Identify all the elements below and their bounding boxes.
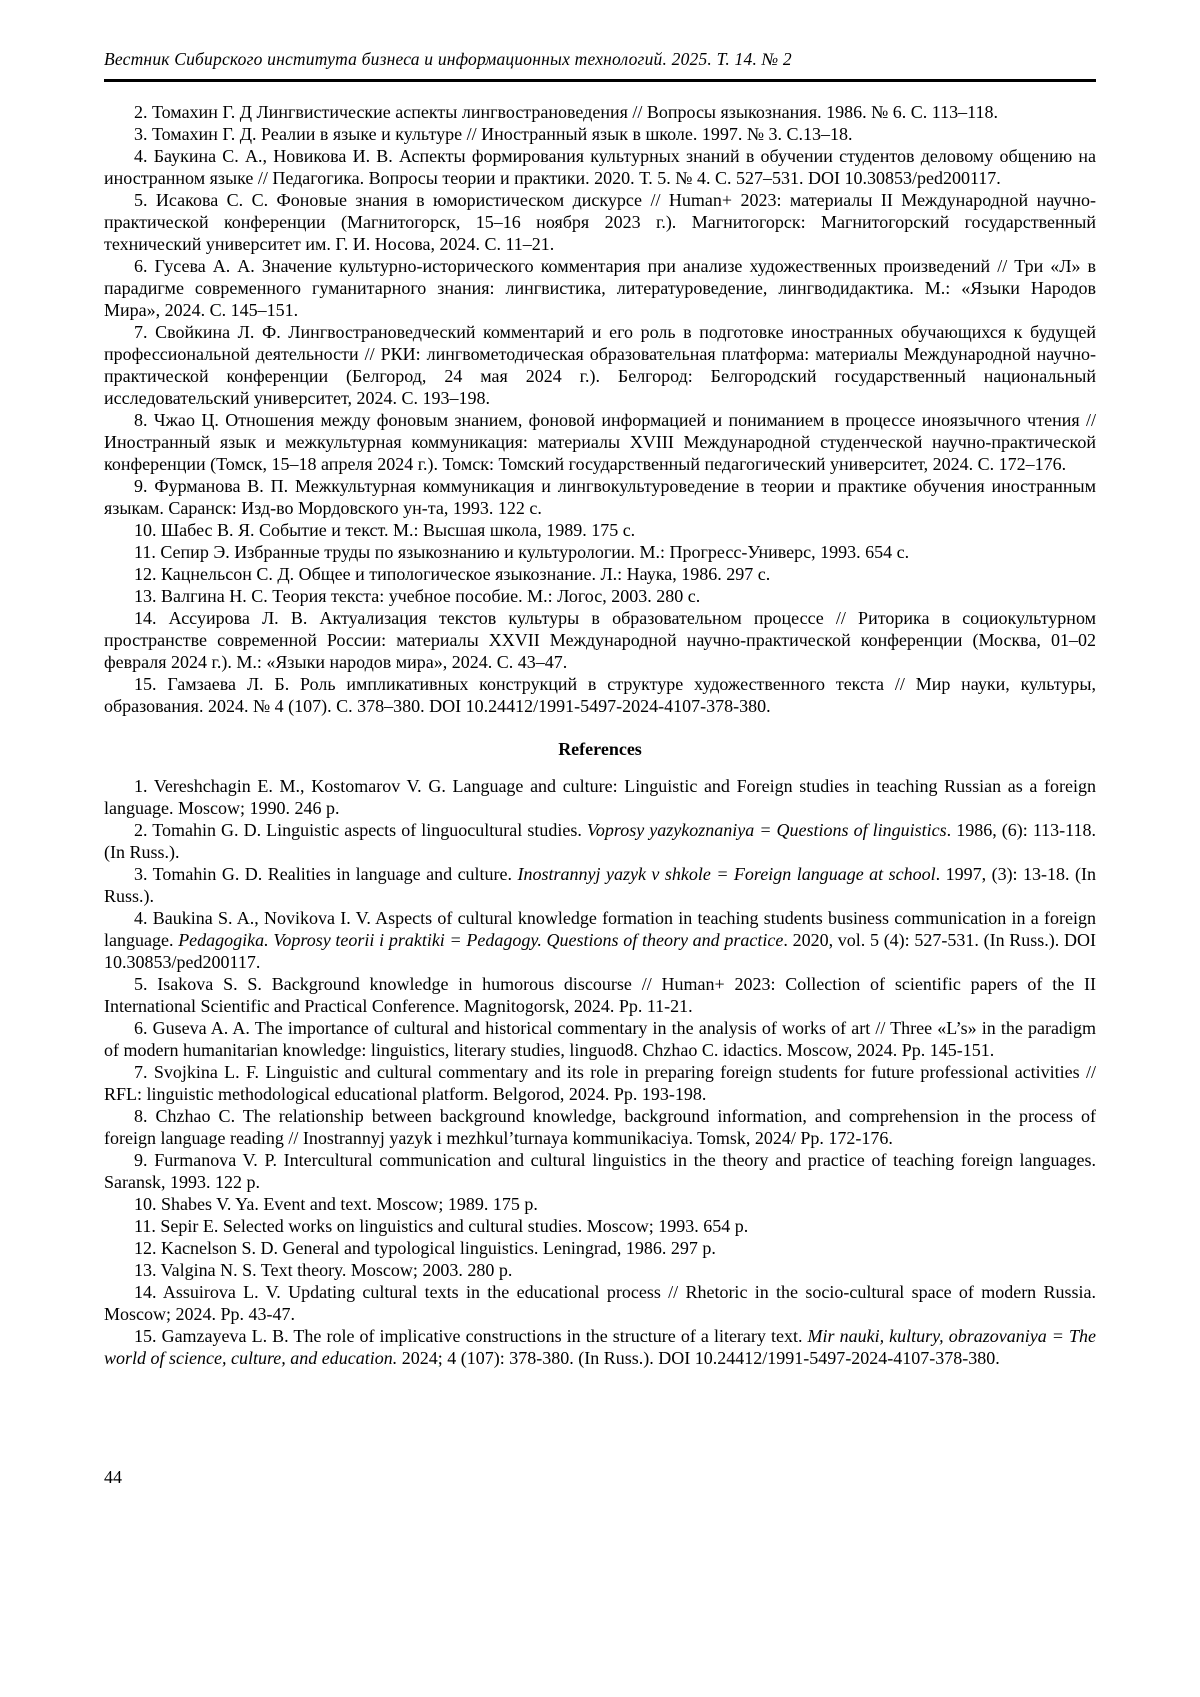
reference-item	[104, 973, 1096, 1017]
reference-text-segment: 8. Чжао Ц. Отношения между фоновым знанием, фоновой информацией и пониманием в процессе иноязычного чтения // Иностранный язык и межкультурная коммуникация: материалы XVIII Международной студенческой научно-практической конференции (Томск, 15–18 апреля 2024 г.). Томск: Томский государственный педагогический университет, 2024. С. 172–176.	[104, 410, 1096, 474]
reference-italic-segment: Inostrannyj yazyk v shkole = Foreign language at school	[517, 864, 936, 884]
references-content	[104, 101, 1096, 1369]
reference-item	[104, 123, 1096, 145]
reference-item	[104, 1149, 1096, 1193]
reference-italic-segment: Voprosy yazykoznaniya = Questions of linguistics	[586, 820, 947, 840]
reference-item	[104, 409, 1096, 475]
header-rule	[104, 79, 1096, 82]
reference-text-segment: 2. Томахин Г. Д Лингвистические аспекты лингвострановедения // Вопросы языкознания. 1986. № 6. С. 113–118.	[134, 102, 998, 122]
reference-item	[104, 541, 1096, 563]
reference-text-segment: 11. Сепир Э. Избранные труды по языкознанию и культурологии. М.: Прогресс-Универс, 1993. 654 с.	[134, 542, 910, 562]
reference-item	[104, 819, 1096, 863]
reference-item	[104, 1325, 1096, 1369]
reference-text-segment: 15. Гамзаева Л. Б. Роль импликативных конструкций в структуре художественного текста // Мир науки, культуры, образования. 2024. № 4 (107). С. 378–380. DOI 10.24412/1991-5497-2024-4107-378-380.	[104, 674, 1096, 716]
reference-item	[104, 585, 1096, 607]
reference-text-segment: . 1986, (6): 113-118. (In Russ.).	[104, 820, 1097, 862]
reference-text-segment: . 2020, vol. 5 (4): 527-531. (In Russ.). DOI 10.30853/ped200117.	[104, 930, 1096, 972]
reference-item	[104, 1193, 1096, 1215]
reference-text-segment: 3. Томахин Г. Д. Реалии в языке и культуре // Иностранный язык в школе. 1997. № 3. С.13–18.	[134, 124, 853, 144]
reference-item	[104, 1281, 1096, 1325]
reference-text-segment: 13. Valgina N. S. Text theory. Moscow; 2003. 280 p.	[134, 1260, 513, 1280]
reference-item	[104, 775, 1096, 819]
reference-text-segment: 8. Chzhao C. The relationship between background knowledge, background information, and comprehension in the process of foreign language reading // Inostrannyj yazyk i mezhkul’turnaya kommunikaciya. Tomsk, 2024/ Pp. 172-176.	[104, 1106, 1096, 1148]
reference-text-segment: 7. Svojkina L. F. Linguistic and cultural commentary and its role in preparing foreign students for future professional activities // RFL: linguistic methodological educational platform. Belgorod, 2024. Pp. 193-198.	[104, 1062, 1096, 1104]
reference-text-segment: . 1997, (3): 13-18. (In Russ.).	[104, 864, 1096, 906]
reference-item	[104, 563, 1096, 585]
reference-text-segment: 5. Исакова С. С. Фоновые знания в юмористическом дискурсе // Human+ 2023: материалы II Международной научно-практической конференции (Магнитогорск, 15–16 ноября 2023 г.). Магнитогорск: Магнитогорский государственный технический университет им. Г. И. Носова, 2024. С. 11–21.	[104, 190, 1097, 254]
reference-item	[104, 519, 1096, 541]
reference-item	[104, 1061, 1096, 1105]
reference-text-segment: 9. Furmanova V. P. Intercultural communication and cultural linguistics in the theory and practice of teaching foreign languages. Saransk, 1993. 122 p.	[104, 1150, 1096, 1192]
reference-item	[104, 101, 1096, 123]
reference-text-segment: 2. Tomahin G. D. Linguistic aspects of linguocultural studies.	[134, 820, 587, 840]
references-heading: References	[558, 739, 642, 759]
russian-references-list	[104, 101, 1096, 717]
reference-text-segment: 14. Assuirova L. V. Updating cultural texts in the educational process // Rhetoric in the socio-cultural space of modern Russia. Moscow; 2024. Pp. 43-47.	[104, 1282, 1096, 1324]
reference-text-segment: 10. Shabes V. Ya. Event and text. Moscow; 1989. 175 p.	[134, 1194, 538, 1214]
reference-item	[104, 907, 1096, 973]
reference-item	[104, 145, 1096, 189]
reference-item	[104, 1017, 1096, 1061]
reference-italic-segment: Pedagogika. Voprosy teorii i praktiki = Pedagogy. Questions of theory and practice	[178, 930, 784, 950]
page-header	[104, 48, 1096, 82]
reference-text-segment: 6. Guseva A. A. The importance of cultural and historical commentary in the analysis of works of art // Three «L’s» in the paradigm of modern humanitarian knowledge: linguistics, literary studies, linguod8. Chzhao C. idactics. Moscow, 2024. Pp. 145-151.	[104, 1018, 1096, 1060]
reference-item	[104, 673, 1096, 717]
reference-text-segment: 10. Шабес В. Я. Событие и текст. М.: Высшая школа, 1989. 175 с.	[134, 520, 636, 540]
reference-text-segment: 14. Ассуирова Л. В. Актуализация текстов культуры в образовательном процессе // Риторика в социокультурном пространстве современной России: материалы XXVII Международной научно-практической конференции (Москва, 01–02 февраля 2024 г.). М.: «Языки народов мира», 2024. С. 43–47.	[104, 608, 1096, 672]
reference-item	[104, 607, 1096, 673]
reference-item	[104, 1237, 1096, 1259]
reference-text-segment: 3. Tomahin G. D. Realities in language and culture.	[134, 864, 518, 884]
reference-item	[104, 1105, 1096, 1149]
reference-text-segment: 5. Isakova S. S. Background knowledge in humorous discourse // Human+ 2023: Collection of scientific papers of the II International Scientific and Practical Conference. Magnitogorsk, 2024. Pp. 11-21.	[104, 974, 1096, 1016]
english-references-list	[104, 775, 1096, 1369]
reference-text-segment: 15. Gamzayeva L. B. The role of implicative constructions in the structure of a literary text.	[134, 1326, 808, 1346]
page-number: 44	[104, 1467, 122, 1487]
running-title: Вестник Сибирского института бизнеса и информационных технологий. 2025. Т. 14. № 2	[104, 49, 792, 69]
reference-text-segment: 13. Валгина Н. С. Теория текста: учебное пособие. М.: Логос, 2003. 280 с.	[134, 586, 701, 606]
reference-item	[104, 255, 1096, 321]
reference-text-segment: 11. Sepir E. Selected works on linguistics and cultural studies. Moscow; 1993. 654 p.	[134, 1216, 749, 1236]
reference-text-segment: 12. Kacnelson S. D. General and typological linguistics. Leningrad, 1986. 297 p.	[134, 1238, 716, 1258]
reference-text-segment: 4. Баукина С. А., Новикова И. В. Аспекты формирования культурных знаний в обучении студентов деловому общению на иностранном языке // Педагогика. Вопросы теории и практики. 2020. Т. 5. № 4. С. 527–531. DOI 10.30853/ped200117.	[104, 146, 1096, 188]
reference-item	[104, 863, 1096, 907]
reference-text-segment: 1. Vereshchagin E. M., Kostomarov V. G. Language and culture: Linguistic and Foreign studies in teaching Russian as a foreign language. Moscow; 1990. 246 p.	[104, 776, 1096, 818]
reference-item	[104, 475, 1096, 519]
reference-text-segment: 12. Кацнельсон С. Д. Общее и типологическое языкознание. Л.: Наука, 1986. 297 с.	[134, 564, 771, 584]
reference-item	[104, 1259, 1096, 1281]
reference-text-segment: 9. Фурманова В. П. Межкультурная коммуникация и лингвокультуроведение в теории и практике обучения иностранным языкам. Саранск: Изд-во Мордовского ун-та, 1993. 122 с.	[104, 476, 1096, 518]
reference-text-segment: 7. Свойкина Л. Ф. Лингвострановедческий комментарий и его роль в подготовке иностранных обучающихся к будущей профессиональной деятельности // РКИ: лингвометодическая образовательная платформа: материалы Международной научно-практической конференции (Белгород, 24 мая 2024 г.). Белгород: Белгородский государственный национальный исследовательский университет, 2024. С. 193–198.	[104, 322, 1096, 408]
reference-text-segment: 2024; 4 (107): 378-380. (In Russ.). DOI 10.24412/1991-5497-2024-4107-378-380.	[397, 1348, 1000, 1368]
reference-text-segment: 6. Гусева А. А. Значение культурно-исторического комментария при анализе художественных произведений // Три «Л» в парадигме современного гуманитарного знания: лингвистика, литературоведение, лингводидактика. М.: «Языки Народов Мира», 2024. С. 145–151.	[104, 256, 1096, 320]
reference-text-segment: 4. Baukina S. A., Novikova I. V. Aspects of cultural knowledge formation in teaching students business communication in a foreign language.	[104, 908, 1096, 950]
reference-item	[104, 321, 1096, 409]
reference-italic-segment: Mir nauki, kultury, obrazovaniya = The world of science, culture, and education.	[104, 1326, 1097, 1368]
reference-item	[104, 189, 1096, 255]
reference-item	[104, 1215, 1096, 1237]
